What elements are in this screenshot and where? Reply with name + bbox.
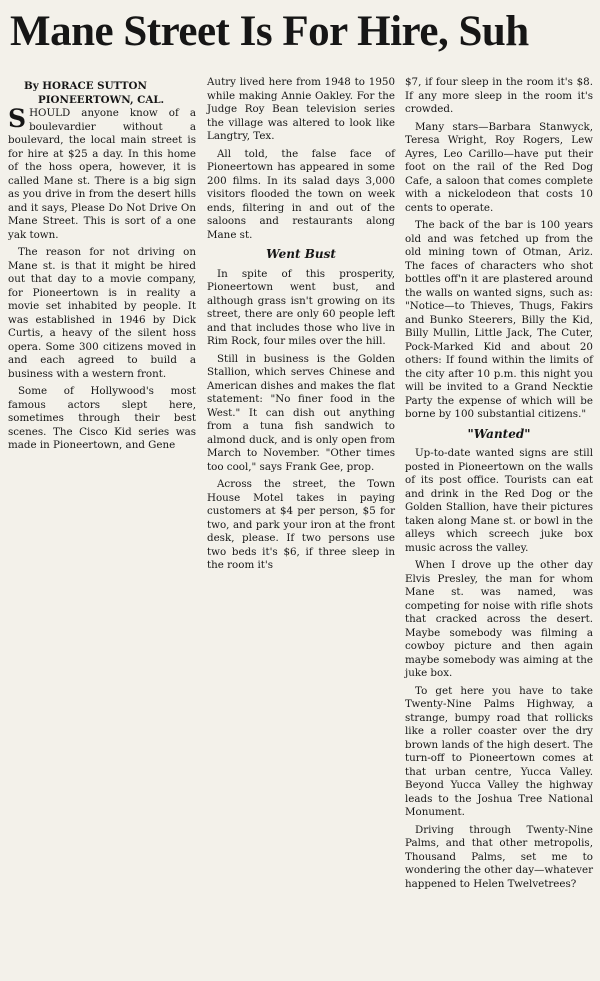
paragraph: Many stars—Barbara Stanwyck, Teresa Wright, Roy Rogers, Lew Ayres, Leo Carillo—have put their foot on the rail of the Red Dog Cafe, a saloon that comes complete with a nickelodeon that costs 10 cents to operate. — [405, 120, 593, 214]
byline: By HORACE SUTTON — [24, 80, 147, 92]
subhead-went-bust: Went Bust — [266, 247, 336, 261]
dateline: PIONEERTOWN, CAL. — [38, 93, 165, 106]
paragraph: When I drove up the other day Elvis Presley, the man for whom Mane st. was named, was competing for noise with rifle shots that cracked across the desert. Maybe somebody was filming a cowboy picture and then again maybe somebody was aiming at the juke box. — [405, 559, 593, 679]
paragraph: The reason for not driving on Mane st. is that it might be hired out that day to a movie company, for Pioneertown is in reality a movie set inhabited by people. It was established in 1946 by Dick Curtis, a heavy of the silent hoss opera. Some 300 citizens moved in and each agreed to build a business with a western front. — [8, 246, 196, 380]
paragraph: All told, the false face of Pioneertown has appeared in some 200 films. In its salad days 3,000 visitors flooded the town on week ends, filtering in and out of the saloons and restaurants along Mane st. — [207, 147, 395, 241]
column-1 — [8, 76, 196, 457]
column-3 — [405, 76, 593, 895]
drop-cap: S — [8, 104, 27, 133]
subhead-wanted: "Wanted" — [467, 426, 531, 441]
paragraph: To get here you have to take Twenty-Nine Palms Highway, a strange, bumpy road that rollicks like a roller coaster over the dry brown lands of the high desert. The turn-off to Pioneertown comes at that urban centre, Yucca Valley. Beyond Yucca Valley the highway leads to the Joshua Tree National Monument. — [405, 684, 593, 818]
paragraph: Up-to-date wanted signs are still posted in Pioneertown on the walls of its post office. Tourists can eat and drink in the Red Dog or the Golden Stallion, have their pictures taken along Mane st. or bowl in the alleys which screech juke box music across the valley. — [405, 447, 593, 554]
paragraph — [8, 104, 196, 242]
paragraph-text: HOULD anyone know of a boulevardier without a boulevard, the local main street is for hire at $25 a day. In this home of the hoss opera, however, it is called Mane st. There is a big sign as you drive in from the desert hills and it says, Please Do Not Drive On Mane Street. This is sort of a one yak town. — [8, 107, 196, 241]
paragraph: Autry lived here from 1948 to 1950 while making Annie Oakley. For the Judge Roy Bean television series the village was altered to look like Langtry, Tex. — [207, 76, 395, 142]
paragraph: Driving through Twenty-Nine Palms, and that other metropolis, Thousand Palms, set me to wondering the other day—whatever happened to Helen Twelvetrees? — [405, 823, 593, 890]
paragraph: Some of Hollywood's most famous actors slept here, sometimes through their best scenes. The Cisco Kid series was made in Pioneertown, and Gene — [8, 385, 196, 451]
headline: Mane Street Is For Hire, Suh — [10, 8, 529, 55]
paragraph: Across the street, the Town House Motel takes in paying customers at $4 per person, $5 for two, and park your iron at the front desk, please. If two persons use two beds it's $6, if three sleep in the room it's — [207, 478, 395, 571]
column-2 — [207, 76, 395, 577]
paragraph: The back of the bar is 100 years old and was fetched up from the old mining town of Otman, Ariz. The faces of characters who shot bottles off'n it are plastered around the walls on wanted signs, such as: "Notice—to Thieves, Thugs, Fakirs and Bunko Steerers, Billy the Kid, Billy Mullin, Little Jack, The Cuter, Pock-Marked Kid and about 20 others: If found within the limits of the city after 10 p.m. this night you will be invited to a Grand Necktie Party the expense of which will be borne by 100 substantial citizens." — [405, 219, 593, 420]
paragraph: $7, if four sleep in the room it's $8. If any more sleep in the room it's crowded. — [405, 76, 593, 115]
paragraph: In spite of this prosperity, Pioneertown went bust, and although grass isn't growing on its street, there are only 60 people left and that includes those who live in Rim Rock, four miles over the hill. — [207, 267, 395, 347]
paragraph: Still in business is the Golden Stallion, which serves Chinese and American dishes and makes the flat statement: "No finer food in the West." It can dish out anything from a tuna fish sandwich to almond duck, and is only open from March to November. "Other times too cool," says Frank Gee, prop. — [207, 352, 395, 473]
